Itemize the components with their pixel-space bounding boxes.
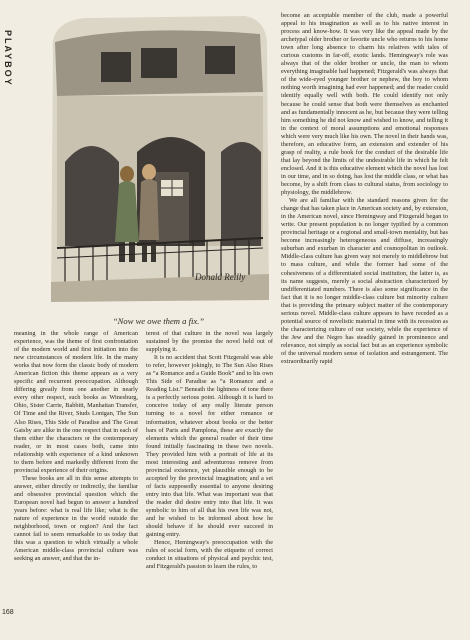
text-column-1 [14, 330, 138, 636]
paragraph: meaning in the whole range of American experience, was the theme of first confrontation of the modern world and first initiation into the new circumstances of modern life. In the many works that now form the classic body of modern American fiction this theme appears as a very specific and recurrent preoccupation. Although differing greatly from one another in nearly every other respect, such books as Winesburg, Ohio, Sister Carrie, Babbitt, Manhattan Transfer, Of Time and the River, Studs Lonigan, The Sun Also Rises, This Side of Paradise and The Great Gatsby are alike in the one respect that in each of them either the characters or the contemporary reader, or in most cases both, came into relationship with experience of a kind unknown to them before and markedly different from the provincial experience of their origins. [14, 330, 138, 474]
magazine-brand: PLAYBOY [3, 30, 13, 87]
paragraph: Hence, Hemingway's preoccupation with the rules of social form, with the etiquette of correct conduct in situations of physical and psychic test, and Fitzgerald's passion to learn the rules, to [146, 539, 273, 571]
page-number: 168 [2, 609, 14, 616]
cartoon-drawing [45, 12, 272, 310]
text-column-2 [146, 330, 273, 636]
cartoon-signature: Donald Reilly [195, 272, 246, 282]
paragraph: become an acceptable member of the club, made a powerful appeal to his imagination as well as to his native interest in process and know-how. It was very like the appeal made by the archetypal older brother or favorite uncle who returns to his home town after long absence to charm his relatives with tales of curious customs in far-off, exotic lands. Hemingway's role was always that of the older brother or uncle, the man to whom everything imaginable had happened; Fitzgerald's was always that of the wide-eyed younger brother or nephew, the boy to whom nothing worth imagining had ever happened; and the reader could identify equally well with both. He could identify not only because he could sense that both were themselves as enchanted and as fundamentally innocent as he, but because they were telling him something he did not know and wished to know, and telling it in the context of moral assumptions and emotional responses which were very much like his own. The novel in their hands was, therefore, an educative form, an extension and extender of his grasp of reality, a rule book for the conduct of the desirable life that lay beyond the limits of the undesirable life in which he felt enclosed. And it is this educative element which the novel has lost in our time, and in so doing, has lost the middle class, or what has become, by a shift from class to cultural status, from sociology to physiology, the middlebrow. [281, 12, 448, 197]
text-column-3 [281, 12, 448, 636]
paragraph: We are all familiar with the standard reasons given for the change that has taken place in American society and, by extension, in the American novel, since Hemingway and Fitzgerald began to write. Our present population is no longer typified by a common provincial heritage or a regional and small-town mentality, but has become increasingly heterogeneous and diffuse, increasingly suburban and exurban in character and cosmopolitan in outlook. Middle-class culture has given way not merely to middlebrow but to mass culture, and while the former had some of the cohesiveness of a differentiated social institution, the latter is, as its name suggests, merely a social abstraction characterized by undifferentiated numbers. There is also some significance in the fact that it is no longer middle-class culture but minority culture that is providing the primary subject matter of the contemporary serious novel. Middle-class culture appears to have receded as a potential source of novelistic material in time with its recession as the characterizing culture of our society, while the experience of the Jew and the Negro has steadily gained in prominence and relevance, not simply as social fact but as an experience symbolic of the universal modern sense of isolation and estrangement. The extraordinarily rapid [281, 197, 448, 366]
paragraph: These books are all in this sense attempts to answer, either directly or indirectly, the familiar and obsessive provincial question which the European novel had begun to answer a hundred years before: what is real life like; what is the nature of experience in the world outside the neighborhood, town or region? And the fact cannot fail to seem remarkable to us today that this was a question to which virtually a whole American middle-class provincial culture was seeking an answer, and that the in- [14, 474, 138, 563]
cartoon-illustration [45, 12, 272, 310]
cartoon-caption: “Now we owe them a fix.” [112, 316, 205, 326]
paragraph: terest of that culture in the novel was largely sustained by the promise the novel held out of supplying it. [146, 330, 273, 354]
paragraph: It is no accident that Scott Fitzgerald was able to refer, however jokingly, to The Sun Also Rises as “a Romance and a Guide Book” and to his own This Side of Paradise as “a Romance and a Reading List.” Beneath the lightness of tone there is a perfectly serious point. Although it is hard to conceive today of any really literate person turning to a novel for either romance or information, whatever about books or the better bars of Paris and Pamplona, these are exactly the elements which the general reader of their time found initially fascinating in these two novels. They provided him with a portrait of life at its most interesting and adventurous remove from provincial existence, yet plausible enough to be accepted by the provincial imagination; and a set of facts supposedly essential to anyone desiring entry into that life. What was important was that the reader did desire entry into that life. It was symbolic to him of all that his own life was not, and he wished to be informed about how he should behave if he should ever succeed in gaining entry. [146, 354, 273, 539]
